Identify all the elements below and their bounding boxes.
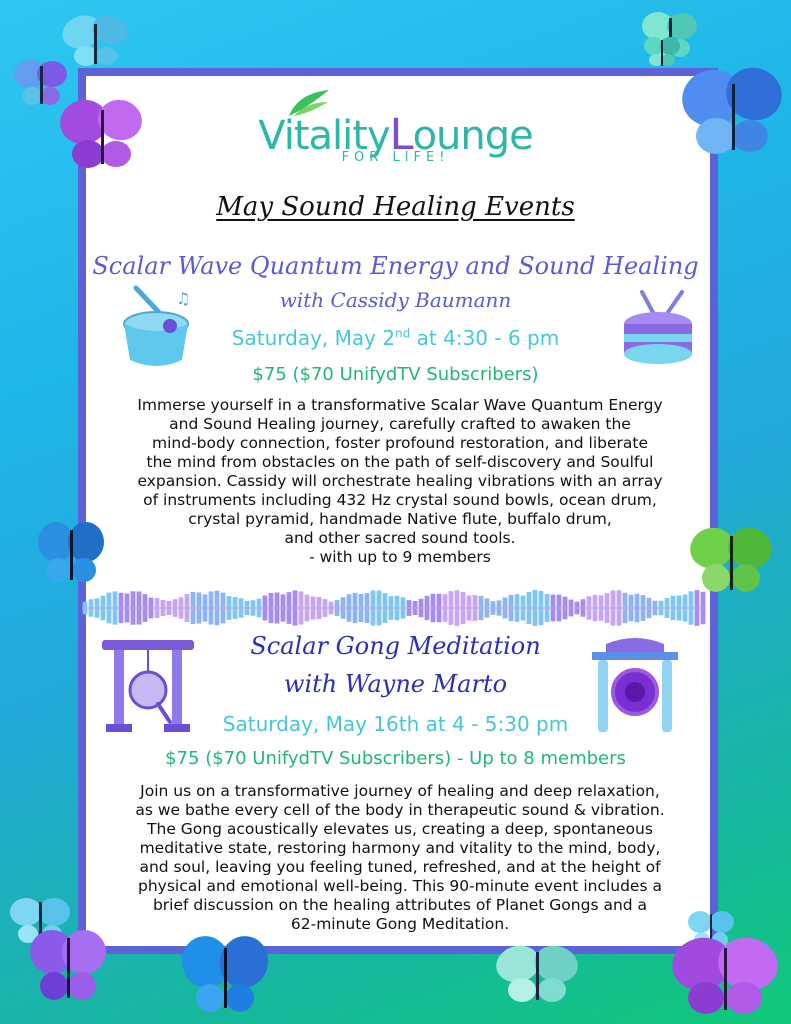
event2-desc-line: 62-minute Gong Meditation.: [290, 915, 510, 933]
event1-date-prefix: Saturday, May 2: [231, 326, 396, 350]
page-title: May Sound Healing Events: [216, 192, 575, 222]
event2-title: Scalar Gong Meditation: [250, 632, 541, 660]
snare-drum-icon: [620, 290, 696, 370]
gong-stand-icon: [100, 636, 196, 736]
event1-desc-line: and Sound Healing journey, carefully crafted to awaken the: [169, 415, 631, 433]
event1-date-sup: nd: [395, 326, 411, 341]
svg-text:♫: ♫: [176, 289, 191, 308]
event1-date-suffix: at 4:30 - 6 pm: [416, 326, 560, 350]
butterfly-icon: [36, 516, 106, 590]
event1-desc-line: crystal pyramid, handmade Native flute, buffalo drum,: [188, 510, 612, 528]
planet-gong-icon: [586, 634, 684, 738]
butterfly-icon: [180, 928, 270, 1018]
sound-wave-equalizer-icon: [82, 588, 706, 628]
event2-desc-line: physical and emotional well-being. This 90-minute event includes a: [138, 877, 662, 895]
logo-letter: L: [389, 110, 413, 160]
butterfly-icon: [680, 58, 786, 168]
event1-desc-line: - with up to 9 members: [309, 548, 491, 566]
logo-part2: ounge: [412, 113, 533, 159]
butterfly-icon: [688, 520, 774, 600]
event1-description: [80, 396, 720, 567]
event2-desc-line: The Gong acoustically elevates us, creating a deep, spontaneous: [147, 820, 653, 838]
event2-desc-line: brief discussion on the healing attributes of Planet Gongs and a: [152, 896, 648, 914]
event1-desc-line: mind-body connection, foster profound restoration, and liberate: [152, 434, 648, 452]
logo-part1: Vitality: [258, 113, 390, 159]
butterfly-icon: [28, 920, 108, 1010]
event1-desc-line: and other sacred sound tools.: [284, 529, 516, 547]
event2-desc-line: as we bathe every cell of the body in therapeutic sound & vibration.: [135, 801, 665, 819]
event2-desc-line: and soul, leaving you feeling tuned, refreshed, and at the height of: [139, 858, 661, 876]
event2-price: $75 ($70 UnifydTV Subscribers) - Up to 8 members: [165, 748, 626, 769]
event1-title: Scalar Wave Quantum Energy and Sound Healing: [92, 252, 699, 280]
event2-date: Saturday, May 16th at 4 - 5:30 pm: [222, 712, 569, 736]
butterfly-icon: [642, 34, 682, 70]
event2-desc-line: Join us on a transformative journey of healing and deep relaxation,: [140, 782, 660, 800]
event1-price: $75 ($70 UnifydTV Subscribers): [252, 364, 539, 385]
butterfly-icon: [670, 930, 780, 1020]
butterfly-icon: [58, 90, 146, 180]
event2-desc-line: meditative state, restoring harmony and vitality to the mind, body,: [139, 839, 661, 857]
butterfly-icon: [494, 938, 580, 1008]
event1-desc-line: the mind from obstacles on the path of self-discovery and Soulful: [146, 453, 654, 471]
event1-desc-line: Immerse yourself in a transformative Scalar Wave Quantum Energy: [137, 396, 663, 414]
event1-host: with Cassidy Baumann: [279, 288, 512, 312]
butterfly-icon: [60, 8, 130, 78]
event1-desc-line: of instruments including 432 Hz crystal sound bowls, ocean drum,: [143, 491, 657, 509]
event2-description: [80, 782, 720, 934]
event2-host: with Wayne Marto: [283, 670, 508, 698]
event1-desc-line: expansion. Cassidy will orchestrate healing vibrations with an array: [137, 472, 663, 490]
logo-tagline: FOR LIFE!: [341, 150, 450, 165]
singing-bowl-drum-icon: [118, 282, 198, 372]
